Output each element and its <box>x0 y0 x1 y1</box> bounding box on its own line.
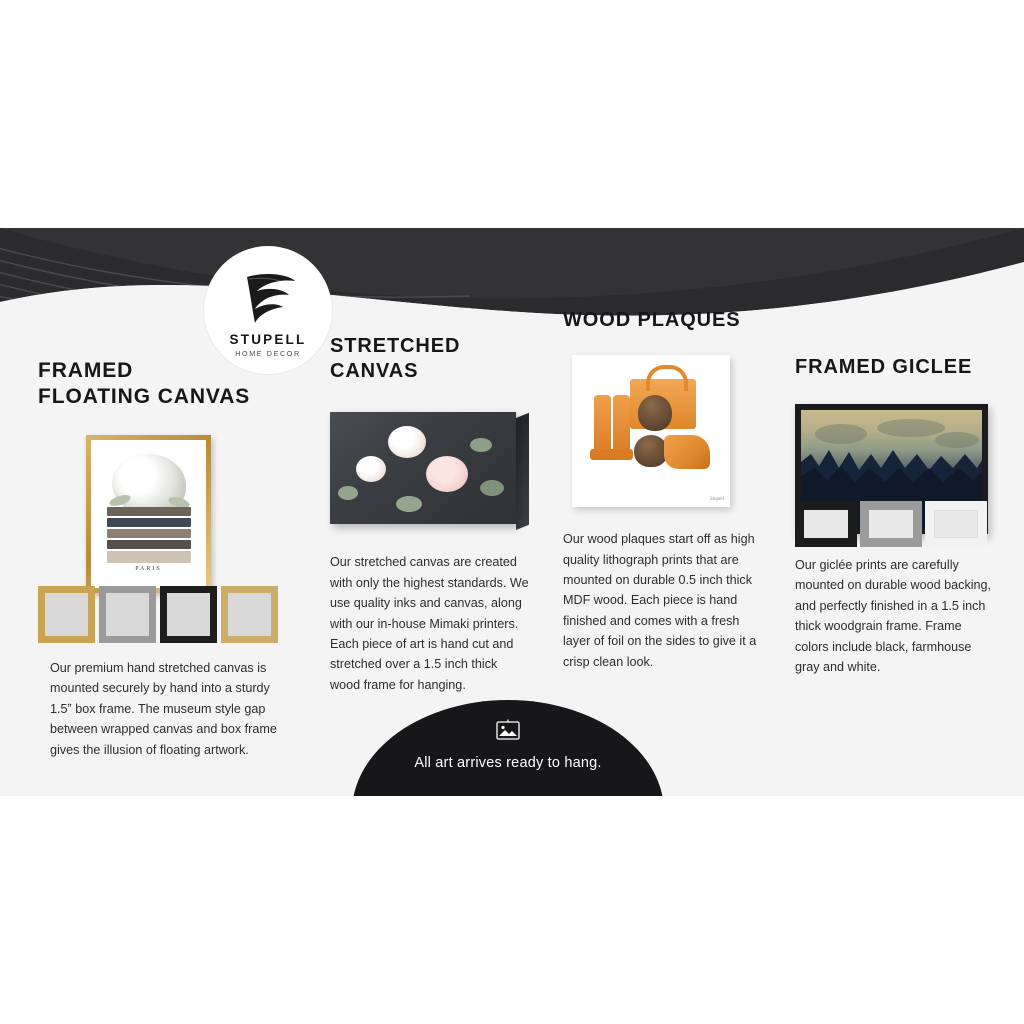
column-description: Our premium hand stretched canvas is mounted securely by hand into a sturdy 1.5ˮ box frame. The museum style gap between wrapped canvas and box frame gives the illusion of floating artwork. <box>50 661 277 757</box>
column-framed-giclee <box>795 355 995 674</box>
info-panel <box>0 228 1024 796</box>
column-title-line1: WOOD PLAQUES <box>563 309 741 331</box>
column-wood-plaques <box>563 308 763 672</box>
book <box>107 540 191 549</box>
black-frame-swatch[interactable] <box>160 586 217 643</box>
column-description: Our wood plaques start off as high quality lithograph prints that are mounted on durable 0.5 inch thick MDF wood. Each piece is hand finished and comes with a fresh layer of foil on the sides to give it a crisp clean look. <box>563 532 757 669</box>
white-flower <box>356 456 386 482</box>
boot-left <box>594 395 611 457</box>
boot-right <box>613 395 630 457</box>
artist-signature: Stupell <box>709 497 724 503</box>
pink-rose <box>426 456 468 492</box>
dog-portrait-top <box>638 395 672 431</box>
black-giclee-frame[interactable] <box>795 501 857 547</box>
framed-picture-icon <box>352 718 664 751</box>
eucalyptus-leaf <box>396 496 422 512</box>
frame-color-swatches <box>38 586 278 643</box>
eucalyptus-leaf <box>470 438 492 452</box>
brand-logo <box>204 246 332 374</box>
brand-name: STUPELL <box>229 331 307 347</box>
framed-floating-canvas-artwork <box>86 435 211 593</box>
white-giclee-frame[interactable] <box>925 501 987 547</box>
eucalyptus-leaf <box>480 480 504 496</box>
column-title <box>563 308 763 333</box>
column-framed-floating-canvas <box>38 358 288 757</box>
book <box>107 551 191 563</box>
column-title-line2: FLOATING CANVAS <box>38 385 251 409</box>
book <box>107 518 191 527</box>
column-title-line1: STRETCHED <box>330 335 461 357</box>
column-title-line1: FRAMED <box>38 359 134 382</box>
book <box>107 529 191 538</box>
ready-to-hang-text: All art arrives ready to hang. <box>414 755 602 771</box>
canvas-face <box>330 412 516 524</box>
wood-plaque-artwork <box>572 355 730 507</box>
eucalyptus-leaf <box>338 486 358 500</box>
column-title-line1: FRAMED GICLEE <box>795 356 973 378</box>
ready-to-hang-badge <box>352 700 664 796</box>
dog-portrait-bottom <box>634 435 668 467</box>
brand-tagline: HOME DECOR <box>235 348 301 358</box>
handbag-handle <box>646 365 688 391</box>
column-title-line2: CANVAS <box>330 360 419 383</box>
white-flower <box>388 426 426 458</box>
canvas-depth-edge <box>516 413 529 530</box>
silver-frame-swatch[interactable] <box>99 586 156 643</box>
light-gold-frame-swatch[interactable] <box>221 586 278 643</box>
column-title <box>795 355 995 380</box>
gold-frame <box>86 435 211 593</box>
artwork-canvas <box>91 440 206 588</box>
stupell-swoosh-logo-icon <box>237 269 299 330</box>
book-stack-illustration <box>107 507 191 572</box>
column-description: Our stretched canvas are created with only the highest standards. We use quality inks and canvas, along with our in-house Mimaki printers. Each piece of art is hand cut and stretched over a 1.5 inch thick wood frame for hanging. <box>330 555 529 692</box>
scarf-illustration <box>664 435 710 469</box>
column-description: Our giclée prints are carefully mounted on durable wood backing, and perfectly finished in a 1.5 inch thick woodgrain frame. Frame colors include black, farmhouse gray and white. <box>795 558 992 674</box>
column-title <box>330 334 540 384</box>
giclee-frame-swatches <box>795 501 987 547</box>
gold-frame-swatch[interactable] <box>38 586 95 643</box>
boot-foot <box>609 449 633 460</box>
book <box>107 507 191 516</box>
stretched-canvas-artwork <box>330 412 530 530</box>
column-stretched-canvas <box>330 334 540 695</box>
artwork-caption: PARIS <box>135 565 162 572</box>
gray-giclee-frame[interactable] <box>860 501 922 547</box>
